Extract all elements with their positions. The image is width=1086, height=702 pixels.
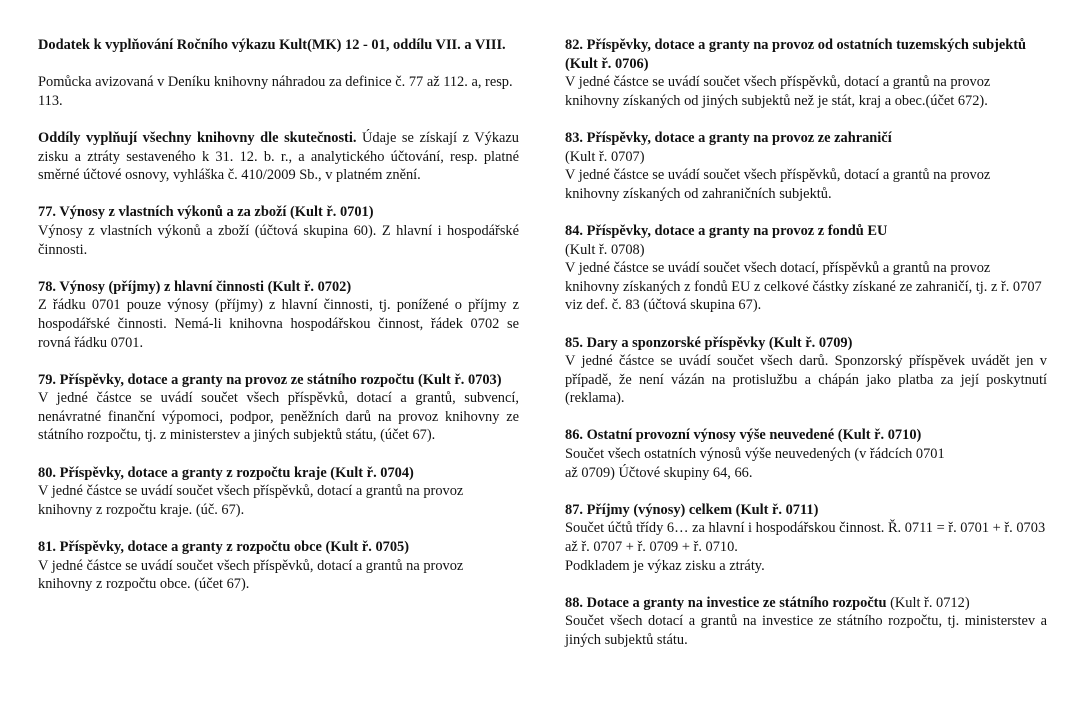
section-78-text: Z řádku 0701 pouze výnosy (příjmy) z hlavní činnosti, tj. ponížené o příjmy z hospodářské činnosti. Nemá-li knihovna hospodářskou činnost, řádek 0702 se rovná řádku 0701.: [38, 297, 519, 351]
section-78-title: 78. Výnosy (příjmy) z hlavní činnosti (Kult ř. 0702): [38, 278, 352, 295]
section-87-text: Součet účtů třídy 6… za hlavní i hospodářskou činnost. Ř. 0711 = ř. 0701 + ř. 0703 až ř. 0707 + ř. 0709 + ř. 0710.: [565, 520, 1046, 556]
intro-text: Pomůcka avizovaná v Deníku knihovny náhradou za definice č. 77 až 112. a, resp. 113.: [38, 74, 513, 109]
section-88-heading: [565, 594, 1047, 613]
section-81-text: V jedné částce se uvádí součet všech příspěvků, dotací a grantů na provoz knihovny z rozpočtu obce. (účet 67).: [38, 557, 464, 593]
note-bold: Oddíly vyplňují všechny knihovny dle skutečnosti.: [38, 129, 357, 146]
section-84-ref: (Kult ř. 0708): [565, 241, 645, 258]
section-83-ref: (Kult ř. 0707): [565, 148, 645, 165]
section-88-title: 88. Dotace a granty na investice ze státního rozpočtu: [565, 594, 887, 611]
note-text: Údaje se získají z Výkazu zisku a ztráty sestaveného k 31. 12. b. r., a analytického účtování, resp. platné směrné účtové osnovy, vyhláška č. 410/2009 Sb., v platném znění.: [38, 129, 519, 184]
section-86-text-2: až 0709) Účtové skupiny 64, 66.: [565, 464, 753, 481]
note-paragraph: [38, 129, 519, 185]
section-79-text: V jedné částce se uvádí součet všech příspěvků, dotací a grantů, subvencí, nenávratné finanční výpomoci, podpor, peněžních darů na provoz knihovny ze státního rozpočtu, tj. z ministerstev a jiných subjektů státu, (účet 67).: [38, 390, 519, 444]
section-85-title: 85. Dary a sponzorské příspěvky (Kult ř. 0709): [565, 334, 853, 351]
section-86-text-1: Součet všech ostatních výnosů výše neuvedených (v řádcích 0701: [565, 446, 945, 463]
left-column: [38, 36, 519, 594]
section-83-text: V jedné částce se uvádí součet všech příspěvků, dotací a grantů na provoz knihovny získaných od zahraničních subjektů.: [565, 167, 991, 202]
section-80-title: 80. Příspěvky, dotace a granty z rozpočtu kraje (Kult ř. 0704): [38, 464, 414, 481]
section-87-title: 87. Příjmy (výnosy) celkem (Kult ř. 0711): [565, 501, 819, 518]
section-77-text: Výnosy z vlastních výkonů a zboží (účtová skupina 60). Z hlavní i hospodářské činnosti.: [38, 222, 519, 258]
section-88-ref: (Kult ř. 0712): [886, 594, 970, 611]
section-84-title: 84. Příspěvky, dotace a granty na provoz z fondů EU: [565, 222, 888, 239]
section-84-text: V jedné částce se uvádí součet všech dotací, příspěvků a grantů na provoz knihovny získaných z fondů EU z celkové částky získané ze zahraničí, tj. z ř. 0707 viz def. č. 83 (účtová skupina 67).: [565, 260, 1042, 314]
section-85-text: V jedné částce se uvádí součet všech darů. Sponzorský příspěvek uvádět jen v případě, že není vázán na protislužbu a chápán jako platba za její poskytnutí (reklama).: [565, 353, 1047, 407]
section-87-text-2: Podkladem je výkaz zisku a ztráty.: [565, 557, 765, 574]
section-86-title: 86. Ostatní provozní výnosy výše neuvedené (Kult ř. 0710): [565, 427, 922, 444]
intro-title: Dodatek k vyplňování Ročního výkazu Kult(MK) 12 - 01, oddílu VII. a VIII.: [38, 37, 506, 53]
section-79-title: 79. Příspěvky, dotace a granty na provoz ze státního rozpočtu (Kult ř. 0703): [38, 371, 502, 388]
section-80-text: V jedné částce se uvádí součet všech příspěvků, dotací a grantů na provoz knihovny z rozpočtu kraje. (úč. 67).: [38, 483, 464, 518]
section-77-title: 77. Výnosy z vlastních výkonů a za zboží (Kult ř. 0701): [38, 204, 374, 221]
right-column: [565, 36, 1047, 650]
section-88-text: Součet všech dotací a grantů na investice ze státního rozpočtu, tj. ministerstev a jiných subjektů státu.: [565, 613, 1047, 648]
section-81-title: 81. Příspěvky, dotace a granty z rozpočtu obce (Kult ř. 0705): [38, 539, 410, 556]
section-82-text: V jedné částce se uvádí součet všech příspěvků, dotací a grantů na provoz knihovny získaných od jiných subjektů než je stát, kraj a obec.(účet 672).: [565, 74, 991, 109]
section-82-title: 82. Příspěvky, dotace a granty na provoz od ostatních tuzemských subjektů (Kult ř. 0706): [565, 37, 1027, 72]
section-83-title: 83. Příspěvky, dotace a granty na provoz ze zahraničí: [565, 129, 892, 146]
